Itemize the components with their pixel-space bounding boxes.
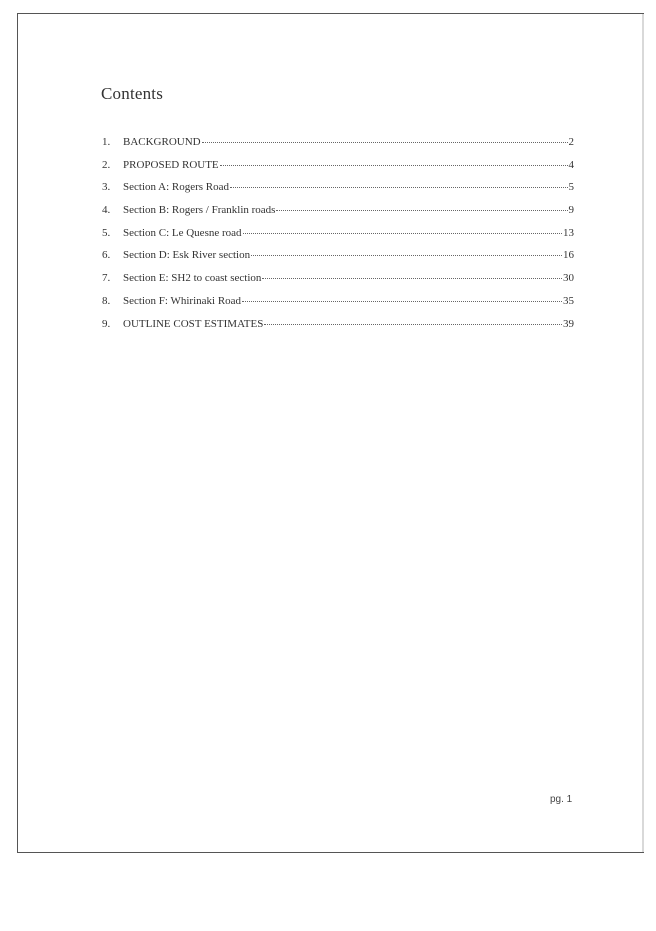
toc-entry-number: 2. [102, 158, 111, 171]
toc-entry-title: Section A: Rogers Road [123, 181, 230, 194]
toc-entry-page: 39 [563, 317, 574, 330]
toc-entry-page: 16 [563, 249, 574, 262]
page-number: pg. 1 [550, 794, 573, 805]
toc-entry-number: 5. [102, 226, 111, 239]
toc-entry-title: Section B: Rogers / Franklin roads [123, 204, 276, 217]
toc-entry-page: 4 [568, 158, 574, 171]
toc-dot-leader [264, 324, 562, 325]
toc-dot-leader [276, 210, 567, 211]
toc-entry-title: OUTLINE COST ESTIMATES [123, 317, 264, 330]
toc-entry-number: 7. [102, 272, 111, 285]
toc-entry-number: 4. [102, 204, 111, 217]
toc-entry-page: 5 [568, 181, 574, 194]
toc-dot-leader [243, 233, 562, 234]
toc-entry-page: 9 [568, 204, 574, 217]
toc-entry-title: Section F: Whirinaki Road [123, 294, 242, 307]
toc-entry-section-d[interactable] [102, 249, 574, 272]
toc-dot-leader [220, 165, 568, 166]
toc-entry-background[interactable] [102, 136, 574, 159]
toc-entry-title: BACKGROUND [123, 136, 201, 148]
toc-entry-page: 13 [563, 226, 574, 239]
toc-entry-section-a[interactable] [102, 181, 574, 204]
toc-entry-title: PROPOSED ROUTE [123, 158, 219, 171]
page-right-edge [642, 14, 644, 852]
toc-entry-page: 30 [563, 272, 574, 285]
toc-dot-leader [230, 187, 567, 188]
toc-entry-number: 1. [102, 136, 111, 148]
toc-entry-page: 2 [568, 136, 574, 148]
toc-entry-number: 6. [102, 249, 111, 262]
toc-entry-section-b[interactable] [102, 204, 574, 227]
toc-entry-section-f[interactable] [102, 295, 574, 318]
toc-entry-proposed-route[interactable] [102, 159, 574, 182]
toc-entry-section-e[interactable] [102, 272, 574, 295]
toc-dot-leader [242, 301, 562, 302]
contents-heading: Contents [101, 84, 164, 103]
toc-dot-leader [251, 255, 562, 256]
toc-entry-page: 35 [563, 294, 574, 307]
toc-entry-title: Section C: Le Quesne road [123, 226, 242, 239]
toc-entry-number: 9. [102, 317, 111, 330]
toc-dot-leader [202, 142, 568, 143]
toc-entry-section-c[interactable] [102, 227, 574, 250]
toc-dot-leader [262, 278, 562, 279]
table-of-contents [102, 136, 574, 340]
toc-entry-title: Section D: Esk River section [123, 249, 251, 262]
toc-entry-title: Section E: SH2 to coast section [123, 272, 262, 285]
toc-entry-number: 3. [102, 181, 111, 194]
toc-entry-number: 8. [102, 294, 111, 307]
toc-entry-outline-cost-estimates[interactable] [102, 318, 574, 341]
